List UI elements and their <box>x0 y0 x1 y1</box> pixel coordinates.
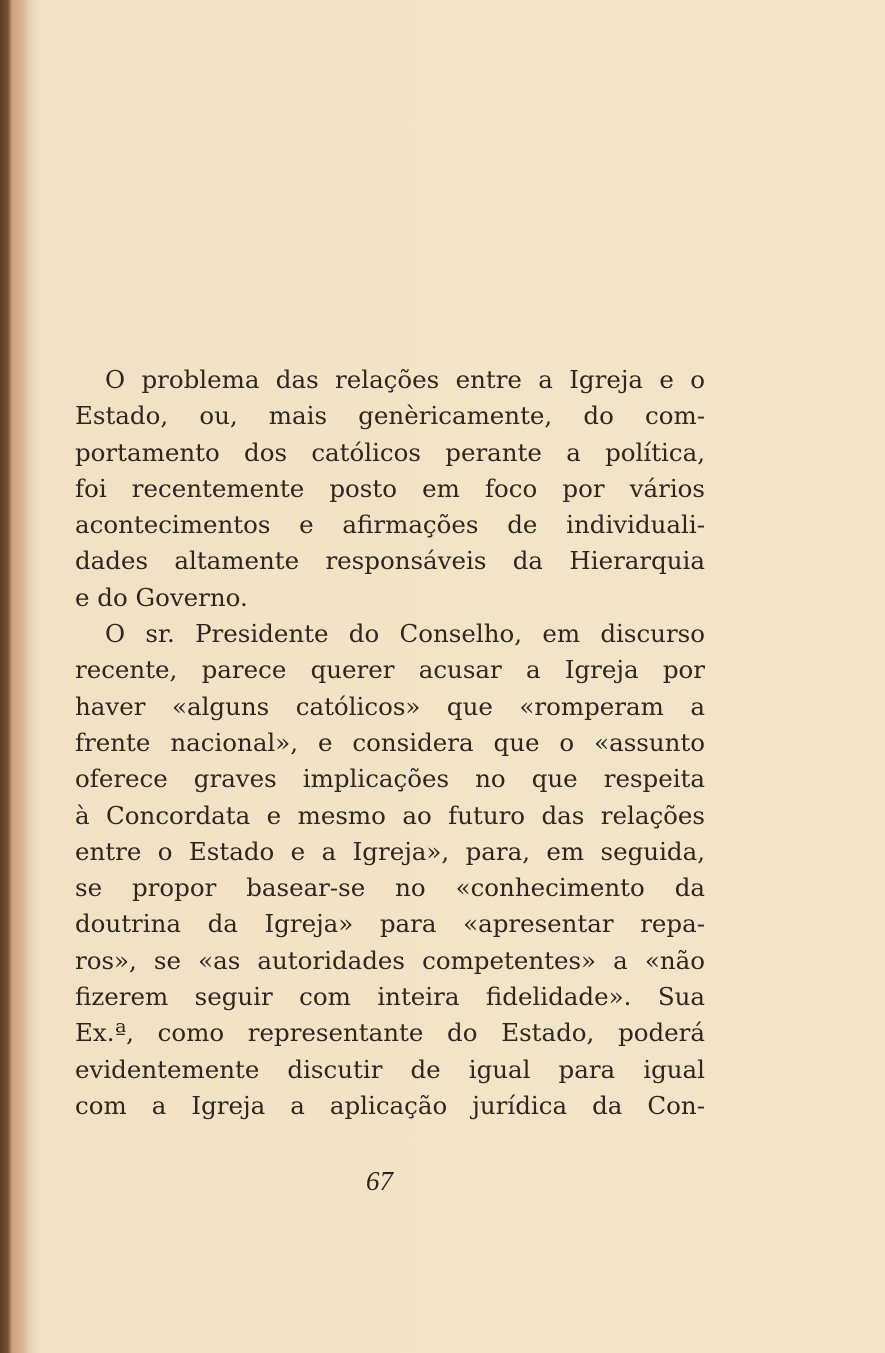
text-line: entre o Estado e a Igreja», para, em seguida, <box>75 836 705 866</box>
text-line: ros», se «as autoridades competentes» a «não <box>75 945 705 975</box>
text-line: fizerem seguir com inteira fidelidade». Sua <box>75 982 705 1012</box>
text-line: Estado, ou, mais genèricamente, do com- <box>75 401 705 431</box>
text-line: evidentemente discutir de igual para igual <box>75 1054 705 1084</box>
text-line: foi recentemente posto em foco por vários <box>75 473 705 503</box>
paragraph-2 <box>75 616 705 1124</box>
text-line: recente, parece querer acusar a Igreja por <box>75 655 705 685</box>
text-line: O sr. Presidente do Conselho, em discurso <box>105 619 705 649</box>
text-line: e do Governo. <box>75 582 248 612</box>
text-line: haver «alguns católicos» que «romperam a <box>75 691 705 721</box>
text-line: à Concordata e mesmo ao futuro das relações <box>75 800 705 830</box>
body-text <box>75 362 705 1124</box>
paragraph-1 <box>75 362 705 616</box>
text-line: frente nacional», e considera que o «assunto <box>75 727 705 757</box>
text-line: dades altamente responsáveis da Hierarquia <box>75 546 705 576</box>
text-line: doutrina da Igreja» para «apresentar repa- <box>75 909 705 939</box>
text-line: O problema das relações entre a Igreja e o <box>105 365 705 394</box>
page-number: 67 <box>366 1166 393 1196</box>
text-line: se propor basear-se no «conhecimento da <box>75 873 705 903</box>
text-line: oferece graves implicações no que respeita <box>75 764 705 794</box>
text-line: Ex.ª, como representante do Estado, poderá <box>75 1018 705 1048</box>
text-line: com a Igreja a aplicação jurídica da Con- <box>75 1090 705 1120</box>
text-line: portamento dos católicos perante a política, <box>75 437 705 467</box>
text-line: acontecimentos e afirmações de individuali- <box>75 510 705 540</box>
